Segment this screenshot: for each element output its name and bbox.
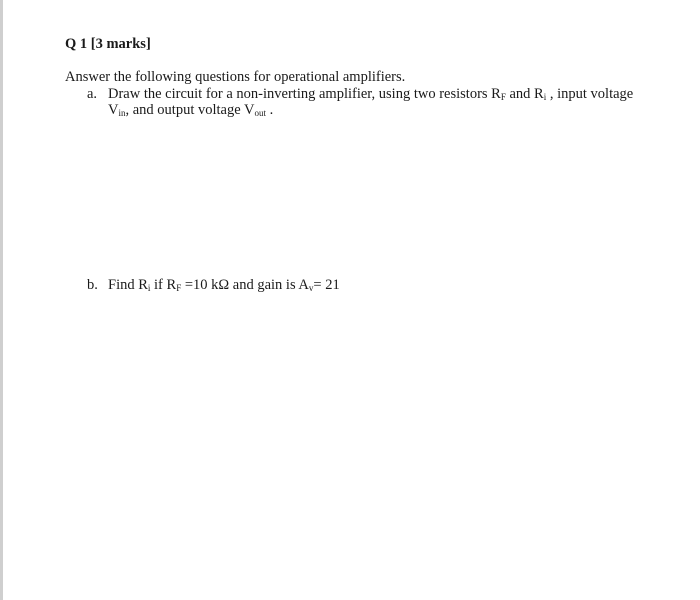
part-a-line-1 [87, 86, 633, 103]
part-b-if-text: if R [150, 277, 177, 293]
vin-label: V [108, 102, 119, 118]
part-a-marker: a. [87, 86, 98, 102]
part-b-marker: b. [87, 277, 98, 293]
part-a-line2-text: , and output voltage V [125, 102, 255, 118]
part-b-line [87, 277, 340, 294]
part-b-ri-subscript: i [147, 283, 151, 293]
av-subscript: v [308, 283, 314, 293]
part-a-and-text: and R [505, 86, 544, 102]
vout-subscript: out [254, 108, 267, 118]
part-b-find-text: Find R [108, 277, 148, 293]
ri-subscript: i [543, 92, 547, 102]
part-a-line-2 [108, 102, 273, 119]
part-b-value-text: =10 kΩ and gain is A [181, 277, 309, 293]
question-intro: Answer the following questions for operational amplifiers. [65, 69, 406, 85]
question-title: Q 1 [3 marks] [65, 36, 151, 52]
page-left-border [0, 0, 3, 600]
vin-subscript: in [118, 108, 126, 118]
rf-subscript: F [500, 92, 506, 102]
part-b-rf-subscript: F [176, 283, 182, 293]
part-b-gain-text: = 21 [313, 277, 340, 293]
part-a-text: Draw the circuit for a non-inverting amplifier, using two resistors R [108, 86, 501, 102]
part-a-line2-tail: . [266, 102, 274, 118]
part-a-line1-tail: , input voltage [546, 86, 634, 102]
